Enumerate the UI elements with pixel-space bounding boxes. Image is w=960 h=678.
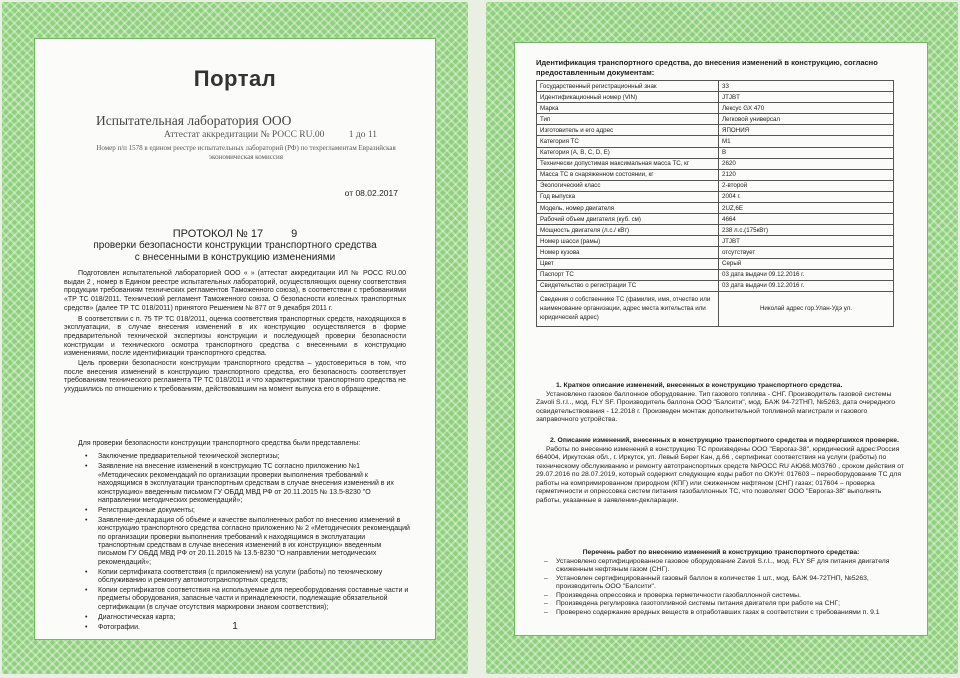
list-item: • Копии сертификатов соответствия на используемые для переоборудования составные части и предметы оборудования, запасные части и принадлежности, подлежащие обязательной сертификации (в случае отсутствия маркировки знаком соответствия); (98, 587, 410, 612)
table-row (537, 81, 894, 92)
table-cell-key: Технически допустимая максимальная масса ТС, кг (537, 158, 719, 169)
submitted-docs-list (64, 440, 410, 634)
table-row (537, 147, 894, 158)
list-item: – Установлен сертифицированный газовый баллон в количестве 1 шт., мод. БАЖ 94-72ТНП, №5263, производитель ООО "Балсити". (556, 575, 906, 592)
table-cell-value: Серый (719, 258, 894, 269)
table-cell-value: 2-второй (719, 180, 894, 191)
list-item: • Заявление-декларация об объёме и качестве выполненных работ по внесению изменений в конструкцию транспортного средства согласно приложению № 2 «Методических рекомендаций по организации проверки выполнения требований к находящимся в эксплуатации транспортным средствам в случае внесения изменений в их конструкцию» введенным письмом ГУ ОБДД МВД РФ от 20.11.2015 № 13.5-8230 "О направлении методических рекомендаций»; (98, 517, 410, 567)
table-row (537, 136, 894, 147)
table-cell-key: Номер шасси (рамы) (537, 236, 719, 247)
accreditation-tail: 1 до 11 (348, 130, 377, 140)
list-item: • Заявление на внесение изменений в конструкцию ТС согласно приложению №1 «Методических рекомендаций по организации проверки выполнения требований к находящимся в эксплуатации транспортным средствам в случае внесения изменений в их конструкцию» введенным письмом ГУ ОБДД МВД РФ от 20.11.2015 № 13.5-8230 "О направлении методических рекомендаций»; (98, 463, 410, 505)
table-cell-value: 03 дата выдачи 09.12.2016 г. (719, 269, 894, 280)
table-cell-value: 2UZ,6E (719, 203, 894, 214)
list-item: • Диагностическая карта; (98, 614, 410, 622)
page-number: 1 (232, 621, 238, 632)
table-row (537, 258, 894, 269)
table-row (537, 92, 894, 103)
document-page-1 (2, 2, 468, 674)
table-cell-key: Свидетельство о регистрации ТС (537, 280, 719, 291)
table-row (537, 214, 894, 225)
table-cell-key: Идентификационный номер (VIN) (537, 92, 719, 103)
table-cell-key: Год выпуска (537, 191, 719, 202)
page-2-paper (514, 42, 928, 636)
list-intro: Для проверки безопасности конструкции транспортного средства были представлены: (78, 440, 361, 447)
list-item: • Заключение предварительной технической экспертизы; (98, 453, 410, 461)
table-cell-key: Масса ТС в снаряженном состоянии, кг (537, 169, 719, 180)
document-page-2 (486, 2, 958, 674)
table-row (537, 225, 894, 236)
lab-name (96, 113, 291, 129)
table-row (537, 180, 894, 191)
table-row (537, 247, 894, 258)
intro-paragraphs (64, 270, 406, 396)
owner-row-key: Сведения о собственнике ТС (фамилия, имя, отчество или наименование организации, адрес места жительства или юридический адрес) (537, 291, 719, 326)
table-cell-value: 238 л.с.(175кВт) (719, 225, 894, 236)
protocol-header (34, 228, 436, 264)
section-2-heading: 2. Описание изменений, внесенных в конструкцию транспортного средства и подвергшихся проверке. (550, 437, 899, 444)
table-cell-value: 2120 (719, 169, 894, 180)
table-cell-value: Лексус GX 470 (719, 103, 894, 114)
table-row (537, 191, 894, 202)
table-cell-value: JTJBT (719, 236, 894, 247)
table-cell-value: ЯПОНИЯ (719, 125, 894, 136)
table-cell-key: Мощность двигателя (л.с./ кВт) (537, 225, 719, 236)
table-row (537, 103, 894, 114)
paragraph-1: Подготовлен испытательной лабораторией ООО « » (аттестат аккредитации ИЛ № РОСС RU.00 выдан 2 , номер в Едином реестре испытательных лабораторий, осуществляющих оценку соответствия продукции требованиям технических регламентов Таможенного союза), в соответствии с требованиями «ТР ТС 018/2011. Технический регламент Таможенного союза. О безопасности колесных транспортных средств» (далее ТР ТС 018/2011) принятого Решением № 877 от 9 декабря 2011 г. (64, 270, 406, 312)
protocol-subtitle-2: с внесенными в конструкцию изменениями (134, 252, 336, 263)
table-row (537, 169, 894, 180)
registry-note: Номер п/п 1578 в едином реестре испытательных лабораторий (РФ) по техрегламентам Евразийская экономическая комиссия (96, 144, 396, 161)
table-row (537, 269, 894, 280)
table-cell-key: Паспорт ТС (537, 269, 719, 280)
section-1-heading: 1. Краткое описание изменений, внесенных в конструкцию транспортного средства. (556, 382, 843, 389)
table-cell-key: Экологический класс (537, 180, 719, 191)
vehicle-identification-table (536, 80, 894, 327)
table-row (537, 280, 894, 291)
paragraph-2: В соответствии с п. 75 ТР ТС 018/2011, оценка соответствия транспортных средств, находящихся в эксплуатации, в случае внесения изменений в их конструкцию осуществляется в форме предварительной технической экспертизы конструкции и последующей проверки безопасности конструкции и технического осмотра транспортного средства с внесенными в конструкцию изменениями, после идентификации транспортного средства. (64, 315, 406, 358)
table-cell-value: 4664 (719, 214, 894, 225)
table-cell-key: Категория ТС (537, 136, 719, 147)
section-2-text: Работы по внесению изменений в конструкцию ТС произведены ООО "Еврогаз-38", юридический адрес:Россия 664004, Иркутская обл., г. Иркутск, ул. Левый Берег Кан, д.66 , сертификат соответствия на услуги (работы) по техническому обслуживанию и ремонту автотранспортных средств №РОСС RU АЮ68.М03760 , сроком действия от 29.07.2016 по 28.07.2019, который содержит следующие коды работ по ОКУН: 017603 – переоборудование ТС для работы на компримированном природном (КПГ) или сжиженном нефтяном (СНГ) газах; 017604 – проверка герметичности и опрессовка систем питания газобаллонных ТС, что позволяет ООО "Еврогаз-38" выполнять работы, указанные в заявлении-декларации. (536, 445, 904, 504)
accreditation-text: Аттестат аккредитации № РОСС RU.00 (164, 130, 325, 140)
works-section (536, 549, 906, 617)
identification-heading: Идентификация транспортного средства, до внесения изменений в конструкцию, согласно предоставленным документам: (536, 58, 878, 77)
list-item: – Произведена регулировка газотопливной системы питания двигателя при работе на СНГ; (556, 600, 906, 609)
table-row-owner (537, 291, 894, 326)
lab-name-text: Испытательная лаборатория ООО (96, 113, 292, 128)
table-cell-key: Категория (A, B, C, D, E) (537, 147, 719, 158)
works-heading: Перечень работ по внесению изменений в конструкцию транспортного средства: (582, 549, 860, 556)
table-cell-value: отсутствует (719, 247, 894, 258)
table-cell-key: Изготовитель и его адрес (537, 125, 719, 136)
table-cell-key: Модель, номер двигателя (537, 203, 719, 214)
accreditation-line (164, 130, 377, 140)
table-cell-value: 2620 (719, 158, 894, 169)
protocol-number-tail: 9 (291, 228, 298, 240)
table-cell-value: 03 дата выдачи 09.12.2016 г. (719, 280, 894, 291)
document-date: от 08.02.2017 (344, 188, 398, 198)
list-item: • Копии сертификата соответствия (с приложением) на услуги (работы) по техническому обслуживанию и ремонту автомототранспортных средств; (98, 569, 410, 586)
table-cell-key: Номер кузова (537, 247, 719, 258)
table-cell-key: Цвет (537, 258, 719, 269)
section-1 (536, 382, 906, 425)
owner-row-value: Николай адрес гор.Улан-Удэ ул. (719, 291, 894, 326)
list-item: • Фотографии. (98, 624, 410, 632)
list-item: – Проверено содержание вредных веществ в отработавших газах в соответствии с требованиями п. 9.1 (556, 609, 906, 618)
list-item: • Регистрационные документы; (98, 507, 410, 515)
paragraph-3: Цель проверки безопасности конструкции транспортного средства – удостовериться в том, что после внесения изменений в конструкцию транспортного средства, его безопасность соответствует требованиям технического регламента ТР ТС 018/2011 и что характеристики транспортного средства не ухудшились по отношению к требованиям, действовавшим на момент выпуска его в обращение. (64, 360, 406, 394)
table-cell-value: 33 (719, 81, 894, 92)
protocol-number-line (34, 228, 436, 240)
list-item: – Произведена опрессовка и проверка герметичности газобаллонной системы. (556, 592, 906, 601)
table-row (537, 236, 894, 247)
list-item: – Установлено сертифицированное газовое оборудование Zavoli S.r.l.., мод. FLY SF для питания двигателя сжиженным нефтяным газом (СНГ). (556, 558, 906, 575)
table-cell-value: M1 (719, 136, 894, 147)
protocol-number: ПРОТОКОЛ № 17 (172, 228, 264, 240)
section-1-text: Установлено газовое баллонное оборудование. Тип газового топлива - СНГ. Производитель газовой системы Zavoli S.r.l.., мод. FLY SF. Производитель баллона ООО "Балсити", мод. БАЖ 94-72ТНП, №5263, дата очередного освидетельствования - 12.2018 г. Произведен монтаж дополнительной топливной магистрали и газового заправочного устройства. (536, 390, 896, 423)
section-2 (536, 437, 906, 505)
table-row (537, 114, 894, 125)
table-row (537, 203, 894, 214)
portal-title: Портал (193, 66, 277, 91)
table-cell-key: Рабочий объем двигателя (куб. см) (537, 214, 719, 225)
table-row (537, 125, 894, 136)
table-cell-value: JTJBT (719, 92, 894, 103)
table-cell-key: Государственный регистрационный знак (537, 81, 719, 92)
table-cell-key: Тип (537, 114, 719, 125)
table-cell-key: Марка (537, 103, 719, 114)
table-cell-value: Легковой универсал (719, 114, 894, 125)
protocol-subtitle-1: проверки безопасности конструкции транспортного средства (93, 240, 377, 251)
table-cell-value: B (719, 147, 894, 158)
page-1-paper (34, 38, 436, 640)
table-cell-value: 2004 г. (719, 191, 894, 202)
table-row (537, 158, 894, 169)
